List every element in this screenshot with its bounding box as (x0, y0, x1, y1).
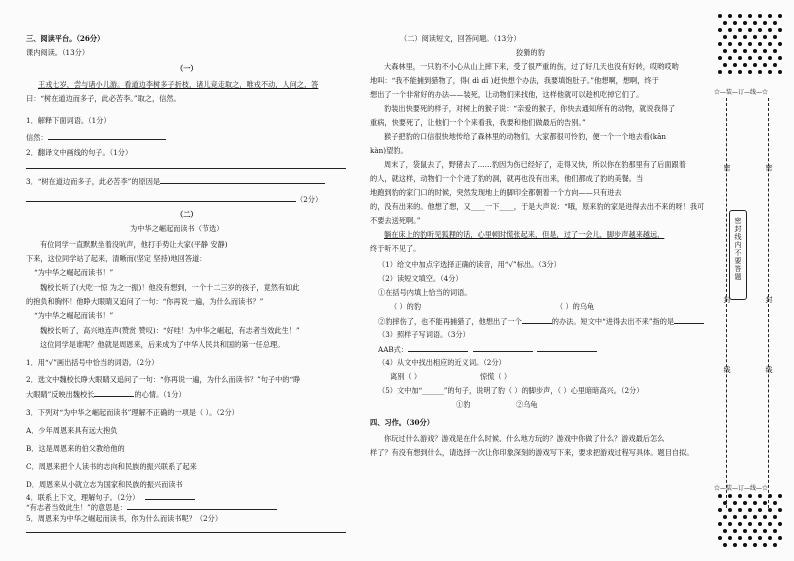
hole-dot (723, 35, 727, 39)
hole-dot (773, 63, 777, 67)
hole-dot (748, 56, 752, 60)
q1: 1．解释下面词语。（1分） (26, 116, 111, 125)
section4-heading: 四、习作。（30分） (370, 418, 434, 427)
hole-dot (733, 63, 737, 67)
hole-dot (743, 21, 747, 25)
rq2c: ②豹摔伤了，也不能再捕猎了，他想出了一个 的办法。短文中“进得去出不来”指的是 (378, 316, 704, 326)
hole-dot (733, 49, 737, 53)
rq3c-1[interactable]: 离别（ ） (390, 372, 422, 381)
passage1-title: （一） (176, 64, 198, 73)
q2-4-blank-a[interactable] (145, 492, 195, 500)
passage2-line4: 魏校长听了(大吃一惊 为之一振)！他没有想到，一个十二三岁的孩子，竟然有如此 (40, 283, 300, 292)
hole-dot (718, 536, 722, 540)
hole-dot (738, 522, 742, 526)
hole-dot (743, 49, 747, 53)
top-binding-mark: ☆—装—订—线—☆ (714, 89, 769, 96)
story-line-7: kàn)望豹。 (370, 146, 408, 155)
hole-dot (718, 28, 722, 32)
rq3e-1[interactable]: ①豹 (456, 400, 471, 409)
hole-dot (753, 21, 757, 25)
passage1-line2: 曰：“树在道边而多子，此必苦李。”取之，信然。 (26, 94, 181, 103)
hole-dot (733, 543, 737, 547)
hole-dot (728, 56, 732, 60)
story-line-11: 的，没有出来的。他想了想，又____一下____，于是大声说：“哦，原来豹的家是进得去出不来的呀！我可 (370, 202, 705, 211)
hole-dot (748, 522, 752, 526)
hole-dot (778, 494, 782, 498)
hole-dot (778, 28, 782, 32)
hole-dot (758, 70, 762, 74)
rq3e-2[interactable]: ②乌龟 (516, 400, 538, 409)
hole-dot (778, 42, 782, 46)
writing-line-1: 你玩过什么游戏？游戏是在什么时候、什么地方玩的？游戏中你做了什么？游戏最后怎么 (384, 434, 665, 443)
rq2a: ①在括号内填上恰当的词语。 (378, 288, 472, 297)
hole-dot (748, 494, 752, 498)
right-word-2: 封 (765, 296, 773, 304)
story-line-13: 躺在床上的豹听见狐狸的话，心里顿时慌张起来，但是，过了一会儿，脚步声越来越远， (384, 230, 665, 239)
hole-dot (773, 501, 777, 505)
left-word-1: 密 (723, 164, 731, 172)
rq2c-blank-2[interactable] (674, 316, 704, 324)
hole-dot (763, 515, 767, 519)
passage2-line7: 魏校长听了，高兴地连声(赞赏 赞叹)：“好哇！为中华之崛起，有志者当效此生！” (40, 326, 300, 335)
hole-dot (768, 28, 772, 32)
passage2-title: （二） (176, 210, 198, 219)
q2-4-meaning: “有志者当效此生！”的意思是： (26, 502, 277, 512)
q3-blank[interactable] (160, 176, 325, 184)
hole-dot (763, 21, 767, 25)
hole-dot (728, 522, 732, 526)
hole-dot (773, 543, 777, 547)
right-word-3: 线 (765, 366, 773, 374)
hole-dot (753, 543, 757, 547)
hole-dot (758, 28, 762, 32)
q1-answer-blank[interactable] (48, 132, 166, 140)
rq2b-1[interactable]: （ ）的豹 (390, 302, 422, 311)
hole-dot (748, 536, 752, 540)
rq3a-blank-1[interactable] (408, 344, 468, 352)
hole-dot (753, 35, 757, 39)
hole-dot (743, 63, 747, 67)
hole-dot (763, 529, 767, 533)
hole-dot (718, 494, 722, 498)
hole-dot (778, 70, 782, 74)
hole-dot (768, 508, 772, 512)
q2-answer-line[interactable] (26, 168, 346, 169)
hole-dot (728, 14, 732, 18)
hole-dot (748, 42, 752, 46)
hole-dot (738, 508, 742, 512)
hole-dot (723, 21, 727, 25)
hole-dot (758, 508, 762, 512)
hole-dot (773, 49, 777, 53)
hole-dot (743, 35, 747, 39)
rq3c-2[interactable]: 惊慌（ ） (480, 372, 512, 381)
hole-dot (728, 508, 732, 512)
hole-dot (758, 42, 762, 46)
q3-blank-2[interactable] (26, 194, 296, 202)
hole-dot (748, 14, 752, 18)
hole-dot (773, 515, 777, 519)
story-line-4: 豹装出快要死的样子，对树上的猴子说：“亲爱的猴子，你快去通知所有的动物，就说我得了 (384, 104, 676, 113)
story-line-9: 的人，就这样，动物们一个个进了豹的洞，就再也没有出来，他们都成了豹的美餐。当 (370, 174, 644, 183)
bottom-binding-mark: ☆—装—订—线—☆ (714, 485, 769, 492)
q2-5-answer-line[interactable] (26, 532, 346, 533)
passage2-subtitle: 为中华之崛起而读书（节选） (130, 224, 224, 233)
story-title: 狡猾的豹 (516, 48, 545, 57)
reading2-heading: （二）阅读短文，回答问题。（13分） (400, 34, 521, 43)
story-line-6: 猴子把豹的口信很快地传给了森林里的动物们，大家都很可怜豹，便一个一个地去看(kān (384, 132, 667, 141)
hole-dot (778, 508, 782, 512)
option-a[interactable]: A．少年周恩来具有远大抱负 (26, 426, 118, 435)
rq3a: AAB式： (378, 344, 597, 354)
hole-dot (718, 42, 722, 46)
passage2-line3: “为中华之崛起而读书！” (34, 268, 114, 277)
seal-text: 密封线内不要答题 (734, 217, 742, 281)
story-line-3: 想出了一个非常好的办法——装死，让动物们来找他，这样他就可以趁机吃掉它们了。 (370, 90, 644, 99)
passage2-line1: 有位同学一直默默坐着没吭声，他打手势让大家(平静 安静) (40, 240, 228, 249)
q2-4: 4．联系上下文，理解句子。（2分） (26, 492, 195, 502)
hole-dot (758, 56, 762, 60)
right-word-1: 密 (765, 164, 773, 172)
hole-dot (733, 529, 737, 533)
hole-dot (733, 21, 737, 25)
hole-dot (718, 14, 722, 18)
rq2: （2）读短文填空。（4分） (378, 274, 463, 283)
story-line-14: 终于听不见了。 (370, 244, 421, 253)
hole-dot (743, 501, 747, 505)
section3-heading: 三、阅读平台。（26分） (26, 34, 105, 43)
hole-dot (718, 508, 722, 512)
q3: 3．“树在道边而多子，此必苦李”的原因是 (26, 176, 325, 186)
hole-dot (718, 56, 722, 60)
hole-dot (753, 49, 757, 53)
rq3a-blank-3[interactable] (537, 344, 597, 352)
q2-2: 2．选文中魏校长睁大眼睛又追问了一句：“你再说一遍，为什么而读书？”句子中的“睁 (26, 375, 301, 384)
story-line-12: 不要去送死啊。” (370, 216, 421, 225)
hole-dot (763, 63, 767, 67)
story-line-1: 大森林里，一只豹不小心从山上摔下来，受了很严重的伤，过了好几天也没有好转，哎哟哎哟 (384, 62, 679, 71)
rq2b-2[interactable]: （ ）的乌龟 (556, 302, 595, 311)
q1-word: 信然： (26, 132, 166, 142)
passage2-line8: 这位同学是谁呢？他就是周恩来，后来成为了中华人民共和国的第一任总理。 (40, 340, 285, 349)
hole-dot (743, 529, 747, 533)
hole-dot (778, 522, 782, 526)
hole-dot (733, 515, 737, 519)
left-word-3: 线 (723, 366, 731, 374)
passage2-line6: “为中华之崛起而读书！” (34, 311, 114, 320)
hole-dot (738, 42, 742, 46)
passage2-line2: 下来，这位同学站了起来，清晰而(坚定 坚持)地回答道： (26, 254, 207, 263)
q2-1: 1．用“√”画出括号中恰当的词语。（2分） (26, 358, 159, 367)
passage2-line5: 的抱负和胸怀！他睁大眼睛又追问了一句：“你再说一遍，为什么而读书？” (26, 297, 264, 306)
rq1: （1）给文中加点字选择正确的读音，用“√”标出。（3分） (378, 260, 561, 269)
story-line-8: 周末了，袋鼠去了，野猪去了……豹因为伤已经好了，走得又快，所以你在豹那里有了后面跟着 (384, 160, 686, 169)
rq3a-blank-2[interactable] (473, 344, 533, 352)
hole-dot (753, 501, 757, 505)
hole-dot (723, 515, 727, 519)
hole-dot (753, 529, 757, 533)
hole-dot (758, 522, 762, 526)
hole-dot (728, 42, 732, 46)
hole-dot (778, 536, 782, 540)
hole-dot (758, 536, 762, 540)
story-line-2: 地叫：“我不能捕到猎物了，得( dì dǐ )赶快想个办法，我要填饱肚子。”他想啊，想啊，终于 (370, 76, 659, 85)
rq3d: （5）文中加“______”的句子，说明了豹（ ）的脚步声，（ ）心里暗暗高兴。（2分） (378, 386, 644, 395)
hole-dot (768, 14, 772, 18)
hole-dot (738, 14, 742, 18)
option-d[interactable]: D．周恩来从小就立志为国家和民族的振兴而读书 (26, 480, 183, 489)
seal-box (729, 210, 747, 300)
hole-dot (738, 56, 742, 60)
hole-dot (733, 35, 737, 39)
hole-dot (758, 494, 762, 498)
q3-cont: （2分） (26, 194, 322, 204)
binding-margin (712, 14, 792, 554)
hole-dot (723, 529, 727, 533)
q2-5: 5．周恩来为中华之崛起而读书，你为什么而读书呢？（2分） (26, 514, 223, 523)
hole-dot (768, 42, 772, 46)
hole-dot (723, 49, 727, 53)
q2-2-cont: 大眼睛”反映出魏校长 的心情。（1分） (26, 390, 186, 399)
q2-2-blank[interactable] (94, 389, 134, 397)
hole-dot (753, 515, 757, 519)
hole-dot (763, 501, 767, 505)
hole-dot (773, 21, 777, 25)
story-line-5: 重病，快要死了，让他们一个个来看我，我要和他们做最后的告别。” (370, 118, 586, 127)
hole-dot (738, 494, 742, 498)
hole-dot (743, 543, 747, 547)
hole-dot (723, 63, 727, 67)
hole-dot (768, 536, 772, 540)
hole-dot (768, 70, 772, 74)
hole-dot (728, 536, 732, 540)
hole-dot (753, 63, 757, 67)
q2-3: 3．下列对“为中华之崛起而读书”理解不正确的一项是（ ）。（2分） (26, 408, 239, 417)
hole-dot (763, 35, 767, 39)
left-word-2: 封 (723, 296, 731, 304)
hole-dot (743, 515, 747, 519)
q2-4-blank[interactable] (127, 502, 277, 510)
rq3b: （4）从文中找出相应的近义词。（2分） (378, 358, 506, 367)
rq3: （3）照样子写词语。（3分） (378, 330, 470, 339)
hole-dot (728, 494, 732, 498)
hole-dot (738, 70, 742, 74)
hole-dot (723, 543, 727, 547)
writing-line-2: 样了？有没有想到什么，请选择一次让你印象深刻的游戏写下来，要求把游戏过程写具体。题目自拟。 (370, 448, 694, 457)
option-b[interactable]: B．这是周恩来的伯父教给他的 (26, 444, 125, 453)
hole-dot (773, 529, 777, 533)
hole-dot (738, 28, 742, 32)
hole-dot (778, 14, 782, 18)
hole-dot (748, 508, 752, 512)
hole-dot (728, 28, 732, 32)
hole-dot (763, 543, 767, 547)
hole-dot (768, 522, 772, 526)
hole-dot (718, 522, 722, 526)
hole-dot (768, 56, 772, 60)
hole-dot (778, 56, 782, 60)
hole-dot (748, 70, 752, 74)
story-line-10: 地跑到豹的家门口的时候，突然发现地上的脚印全都朝着一个方向——只有进去 (370, 188, 622, 197)
hole-dot (728, 70, 732, 74)
option-c[interactable]: C．周恩来把个人读书的志向和民族的振兴联系了起来 (26, 462, 197, 471)
rq2c-blank[interactable] (522, 316, 552, 324)
hole-dot (763, 49, 767, 53)
kewai-heading: 课内阅读。（13分） (26, 48, 90, 57)
hole-dot (733, 501, 737, 505)
hole-dot (748, 28, 752, 32)
passage1-line1: 王戎七岁，尝与诸小儿游。看道边李树多子折枝，诸儿竞走取之，唯戎不动，人问之，答 (38, 80, 319, 89)
hole-dot (758, 14, 762, 18)
q2: 2．翻译文中画线的句子。（1分） (26, 148, 133, 157)
hole-dot (738, 536, 742, 540)
hole-dot (718, 70, 722, 74)
hole-dot (773, 35, 777, 39)
